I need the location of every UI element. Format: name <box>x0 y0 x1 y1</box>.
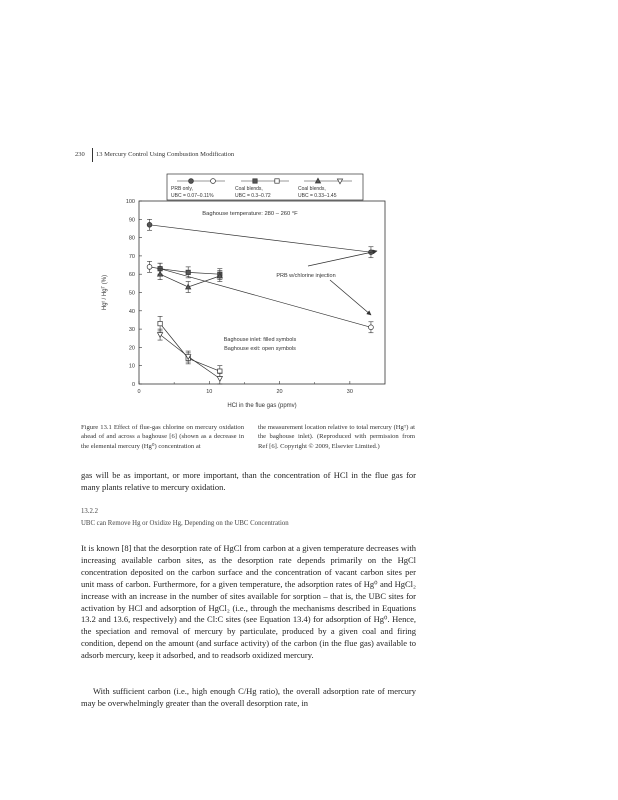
y-tick-label: 90 <box>128 217 135 224</box>
x-axis-label: HCl in the flue gas (ppmv) <box>227 403 297 409</box>
figure-caption-left: Figure 13.1 Effect of flue-gas chlorine on mercury oxidation ahead of and across a baghouse [6] (shown as a decrease in the elemental mercury (Hg⁰) concentration at <box>81 424 244 450</box>
y-tick-label: 50 <box>128 290 135 297</box>
paragraph-desorption: It is known [8] that the desorption rate of HgCl from carbon at a given temperature decreases with increasing available carbon sites, as the desorption rate depends primarily on the HgCl concentration deposited on the carbon surface and the concentration of vacant carbon sites per unit mass of carbon. Furthermore, for a given temperature, the adsorption rates of Hg⁰ and HgCl₂ increase with an increase in the number of sites available for sorption – that is, the UBC sites for activation by HCl and adsorption of HgCl₂ (i.e., through the mechanisms described in Equations 13.2 and 13.6, respectively) and the Cl:C sites (see Equation 13.4) for adsorption of Hg⁰. Hence, the speciation and removal of mercury by particulate, produced by a given coal and firing condition, depend on the amount (and surface activity) of the carbon (in the flue gas) available to adsorb mercury, keep it adsorbed, and to readsorb oxidized mercury. <box>81 543 416 661</box>
series-line-circle-open <box>150 267 371 327</box>
legend-label: UBC = 0.33–1.45 <box>298 193 337 199</box>
legend-label: Coal blends, <box>235 186 263 192</box>
data-point-circle-filled <box>147 222 152 227</box>
annotation-exit: Baghouse exit: open symbols <box>224 346 296 352</box>
page-number: 230 <box>75 151 85 158</box>
header-divider <box>92 148 93 162</box>
data-point-triangle-filled <box>157 271 162 276</box>
x-tick-label: 30 <box>346 389 353 395</box>
annotation-temperature: Baghouse temperature: 280 – 260 °F <box>202 211 298 217</box>
x-tick-label: 0 <box>137 389 141 395</box>
series-line-triangle-filled <box>160 274 220 287</box>
data-point-square-open <box>158 321 162 325</box>
arrow-to-exit-point <box>330 280 371 315</box>
plot-frame <box>139 201 385 384</box>
y-tick-label: 10 <box>128 363 135 370</box>
legend-label: Coal blends, <box>298 186 326 192</box>
series-line-circle-filled <box>150 225 371 252</box>
paragraph-sufficient-carbon: With sufficient carbon (i.e., high enough C/Hg ratio), the overall adsorption rate of mercury may be overwhelmingly greater than the overall desorption rate, in <box>81 686 416 708</box>
legend-label: UBC = 0.07–0.11% <box>171 193 214 199</box>
x-tick-label: 10 <box>206 389 213 395</box>
y-tick-label: 70 <box>128 253 135 260</box>
y-tick-label: 0 <box>131 382 135 388</box>
y-tick-label: 20 <box>128 345 135 352</box>
y-tick-label: 30 <box>128 327 135 334</box>
x-tick-label: 20 <box>276 389 283 395</box>
data-point-circle-open <box>147 264 152 269</box>
data-point-triangle-open <box>157 333 162 338</box>
legend-label: PRB only, <box>171 186 193 192</box>
annotation-prb-chlorine: PRB w/chlorine injection <box>276 273 336 279</box>
legend-marker-circle-open <box>211 179 216 184</box>
paragraph-continuation: gas will be as important, or more important, than the concentration of HCl in the flue gas for many plants relative to mercury oxidation. <box>81 470 416 492</box>
figure-13-1-chart <box>80 168 400 418</box>
data-point-triangle-open <box>217 377 222 382</box>
y-tick-label: 100 <box>125 199 135 205</box>
legend-marker-circle-filled <box>189 179 194 184</box>
section-title: UBC can Remove Hg or Oxidize Hg, Depending on the UBC Concentration <box>81 520 289 527</box>
arrow-to-inlet-point <box>308 251 377 266</box>
y-tick-label: 40 <box>128 308 135 315</box>
y-tick-label: 80 <box>128 235 135 242</box>
data-point-circle-open <box>369 325 374 330</box>
y-axis-label: Hgᵗ / Hgᵀ (%) <box>102 274 108 311</box>
y-tick-label: 60 <box>128 272 135 279</box>
legend-label: UBC = 0.3–0.72 <box>235 193 271 199</box>
annotation-inlet: Baghouse inlet: filled symbols <box>223 337 297 343</box>
section-number: 13.2.2 <box>81 508 98 515</box>
legend-marker-square-open <box>275 179 279 183</box>
legend-marker-square-filled <box>253 179 257 183</box>
data-point-square-filled <box>186 270 190 274</box>
chapter-title: 13 Mercury Control Using Combustion Modification <box>96 151 235 158</box>
figure-caption-right: the measurement location relative to total mercury (Hgᵀ) at the baghouse inlet). (Reproduced with permission from Ref [6]. Copyright © 2009, Elsevier Limited.) <box>258 424 415 450</box>
